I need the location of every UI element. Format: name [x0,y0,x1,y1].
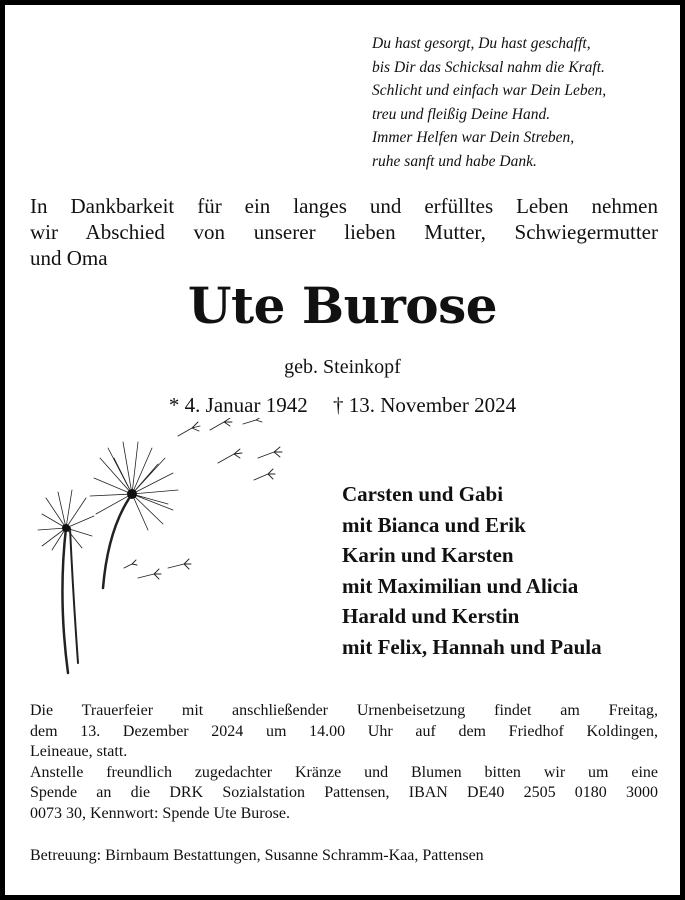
family-line: mit Bianca und Erik [342,512,526,537]
family-line: mit Felix, Hannah und Paula [342,634,602,659]
family-line: Carsten und Gabi [342,482,504,506]
notice-line: Leineaue, statt. [30,743,128,760]
dandelion-head [38,490,94,550]
funeral-home-credit: Betreuung: Birnbaum Bestattungen, Susanne Schramm-Kaa, Pattensen [30,847,484,864]
dandelion-illustration [28,418,348,688]
notice-line: 0073 30, Kennwort: Spende Ute Burose. [30,804,290,822]
poem-line: treu und fleißig Deine Hand. [372,105,551,123]
death-date: † 13. November 2024 [332,393,517,417]
intro-text [30,193,658,271]
dandelion-stem [70,528,78,663]
life-dates [0,393,685,418]
maiden-name: geb. Steinkopf [284,356,401,378]
deceased-name: Ute Burose [187,276,498,335]
family-list [342,479,672,662]
poem [372,32,672,174]
dandelion-stem [62,528,68,673]
dandelion-head [90,442,178,530]
poem-line: bis Dir das Schicksal nahm die Kraft. [372,58,605,76]
notice-line: Anstelle freundlich zugedachter Kränze und Blumen bitten wir um eine [30,763,658,781]
dandelion-center [127,489,137,499]
family-line: Harald und Kerstin [342,604,520,628]
notice-line: Die Trauerfeier mit anschließender Urnenbeisetzung findet am Freitag, [30,702,658,719]
birth-date: * 4. Januar 1942 [168,393,308,417]
family-line: Karin und Karsten [342,543,514,567]
poem-line: Schlicht und einfach war Dein Leben, [372,82,607,100]
poem-line: Du hast gesorgt, Du hast geschafft, [372,35,591,52]
family-line: mit Maximilian und Alicia [342,573,579,598]
intro-line: und Oma [30,246,108,270]
poem-line: Immer Helfen war Dein Streben, [372,129,575,147]
funeral-notice [30,701,658,824]
notice-line: Spende an die DRK Sozialstation Pattensen, IBAN DE40 2505 0180 3000 [30,784,658,801]
notice-line: dem 13. Dezember 2024 um 14.00 Uhr auf dem Friedhof Koldingen, [30,722,658,740]
dandelion-center [62,524,70,532]
intro-line: In Dankbarkeit für ein langes und erfülltes Leben nehmen [30,194,658,218]
poem-line: ruhe sanft und habe Dank. [372,152,537,170]
intro-line: wir Abschied von unserer lieben Mutter, Schwiegermutter [30,220,658,244]
